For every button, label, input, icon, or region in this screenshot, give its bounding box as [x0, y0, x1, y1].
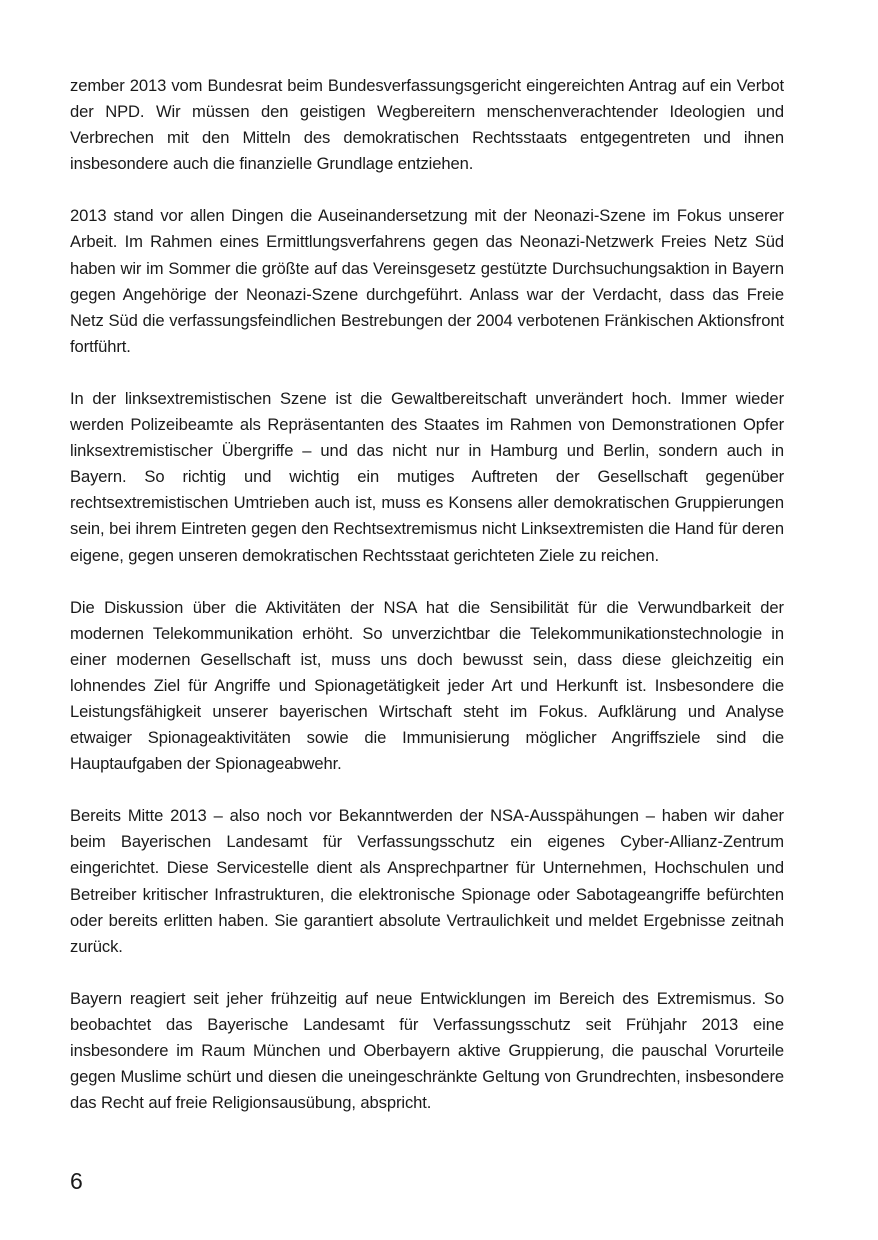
page-number: 6 — [70, 1168, 83, 1194]
paragraph-new-extremism: Bayern reagiert seit jeher frühzeitig auf neue Entwicklungen im Bereich des Extremismus. So beobachtet das Bayerische Landesamt für Verfassungsschutz seit Frühjahr 2013 eine insbesondere im Raum München und Oberbayern aktive Gruppierung, die pauschal Vorurteile gegen Muslime schürt und diesen die uneingeschränkte Geltung von Grundrechten, insbesondere das Recht auf freie Religionsausübung, abspricht. — [70, 988, 784, 1113]
paragraph-left-extremism: In der linksextremistischen Szene ist die Gewaltbereitschaft unverändert hoch. Immer wieder werden Polizeibeamte als Repräsentanten des Staates im Rahmen von Demonstrationen Opfer linksextremistischer Übergriffe – und das nicht nur in Hamburg und Berlin, sondern auch in Bayern. So richtig und wichtig ein mutiges Auftreten der Gesellschaft gegenüber rechtsextremistischen Umtrieben auch ist, muss es Konsens aller demokratischen Gruppierungen sein, bei ihrem Eintreten gegen den Rechtsextremismus nicht Linksextremisten die Hand für deren eigene, gegen unseren demokratischen Rechtsstaat gerichteten Ziele zu reichen. — [70, 388, 784, 565]
paragraph-cyber-alliance: Bereits Mitte 2013 – also noch vor Bekanntwerden der NSA-Ausspähungen – haben wir daher beim Bayerischen Landesamt für Verfassungsschutz ein eigenes Cyber-Allianz-Zentrum eingerichtet. Diese Servicestelle dient als Ansprechpartner für Unternehmen, Hochschulen und Betreiber kritischer Infrastrukturen, die elektronische Spionage oder Sabotageangriffe befürchten oder bereits erlitten haben. Sie garantiert absolute Vertraulichkeit und meldet Ergebnisse zeitnah zurück. — [70, 806, 784, 956]
page-body — [70, 73, 784, 1142]
paragraph-nsa-espionage: Die Diskussion über die Aktivitäten der NSA hat die Sensibilität für die Verwundbarkeit der modernen Telekommunikation erhöht. So unverzichtbar die Telekommunikationstechnologie in einer modernen Gesellschaft ist, muss uns doch bewusst sein, dass diese gleichzeitig ein lohnendes Ziel für Angriffe und Spionagetätigkeit jeder Art und Herkunft ist. Insbesondere die Leistungsfähigkeit unserer bayerischen Wirtschaft steht im Fokus. Aufklärung und Analyse etwaiger Spionageaktivitäten sowie die Immunisierung möglicher Angriffsziele sind die Hauptaufgaben der Spionageabwehr. — [70, 597, 784, 774]
paragraph-npd-ban: zember 2013 vom Bundesrat beim Bundesverfassungsgericht eingereichten Antrag auf ein Verbot der NPD. Wir müssen den geistigen Wegbereitern menschenverachtender Ideologien und Verbrechen mit den Mitteln des demokratischen Rechtsstaats entgegentreten und ihnen insbesondere auch die finanzielle Grundlage entziehen. — [70, 76, 784, 174]
paragraph-neonazi-scene: 2013 stand vor allen Dingen die Auseinandersetzung mit der Neonazi-Szene im Fokus unserer Arbeit. Im Rahmen eines Ermittlungsverfahrens gegen das Neonazi-Netzwerk Freies Netz Süd haben wir im Sommer die größte auf das Vereinsgesetz gestützte Durchsuchungsaktion in Bayern gegen Angehörige der Neonazi-Szene durchgeführt. Anlass war der Verdacht, dass das Freie Netz Süd die verfassungsfeindlichen Bestrebungen der 2004 verbotenen Fränkischen Aktionsfront fortführt. — [70, 206, 784, 356]
